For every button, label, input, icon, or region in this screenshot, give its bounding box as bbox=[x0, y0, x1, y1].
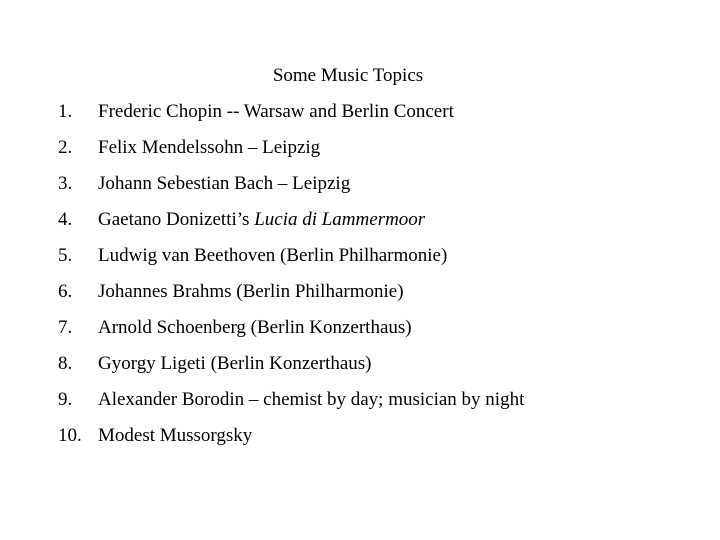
slide-title: Some Music Topics bbox=[272, 65, 424, 86]
list-item-number: 3. bbox=[58, 173, 73, 194]
list-item-text bbox=[98, 388, 524, 412]
list-item-number: 5. bbox=[58, 245, 73, 266]
list-item-segment: Modest Mussorgsky bbox=[98, 425, 253, 446]
list-item bbox=[58, 388, 524, 424]
list-item-text bbox=[98, 280, 404, 304]
list-item bbox=[58, 316, 524, 352]
list-item-segment: Arnold Schoenberg (Berlin Konzerthaus) bbox=[98, 317, 412, 338]
list-item-number: 10. bbox=[58, 425, 82, 446]
list-item-segment: Alexander Borodin – chemist by day; musician by night bbox=[98, 389, 525, 410]
list-item-segment: Ludwig van Beethoven (Berlin Philharmonie) bbox=[98, 245, 448, 266]
slide-title-container bbox=[0, 64, 720, 88]
list-item bbox=[58, 136, 524, 172]
list-item-text bbox=[98, 352, 372, 376]
list-item-segment: Gaetano Donizetti’s bbox=[98, 209, 255, 230]
list-item-number: 8. bbox=[58, 353, 73, 374]
list-item-text bbox=[98, 244, 447, 268]
list-item-number: 7. bbox=[58, 317, 73, 338]
list-item-text bbox=[98, 172, 350, 196]
list-item-text bbox=[98, 316, 412, 340]
list-item bbox=[58, 100, 524, 136]
list-item-segment: Johann Sebestian Bach – Leipzig bbox=[98, 173, 351, 194]
list-item-segment: Gyorgy Ligeti (Berlin Konzerthaus) bbox=[98, 353, 372, 374]
list-item bbox=[58, 424, 524, 460]
list-item-italic-segment: Lucia di Lammermoor bbox=[254, 209, 426, 230]
list-item bbox=[58, 352, 524, 388]
list-item-number: 4. bbox=[58, 209, 73, 230]
list-item-text bbox=[98, 208, 425, 232]
list-item-number: 2. bbox=[58, 137, 73, 158]
list-item-text bbox=[98, 136, 320, 160]
list-item-text bbox=[98, 424, 252, 448]
list-item-segment: Johannes Brahms (Berlin Philharmonie) bbox=[98, 281, 404, 302]
topic-list bbox=[58, 100, 524, 460]
list-item-segment: Felix Mendelssohn – Leipzig bbox=[98, 137, 321, 158]
list-item bbox=[58, 280, 524, 316]
list-item bbox=[58, 244, 524, 280]
list-item-segment: Frederic Chopin -- Warsaw and Berlin Concert bbox=[98, 101, 454, 122]
list-item-text bbox=[98, 100, 454, 124]
list-item bbox=[58, 208, 524, 244]
list-item-number: 6. bbox=[58, 281, 73, 302]
list-item-number: 1. bbox=[58, 101, 73, 122]
list-item bbox=[58, 172, 524, 208]
list-item-number: 9. bbox=[58, 389, 73, 410]
